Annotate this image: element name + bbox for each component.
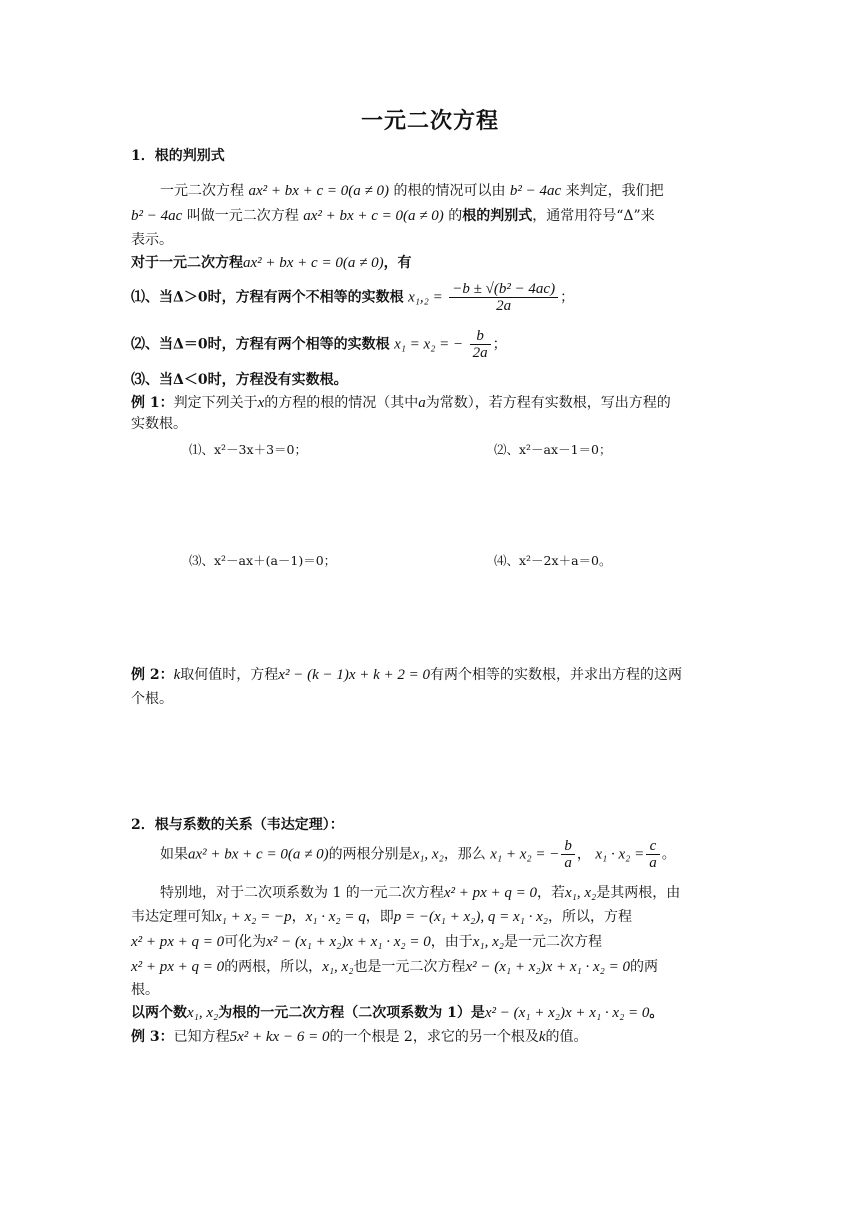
equation: x₁ + x₂ = − <box>490 846 560 863</box>
example-1-item: ⑶、x²－ax＋(a－1)＝0； <box>189 553 337 568</box>
equation: x₁, x₂ <box>187 1005 219 1021</box>
text: 韦达定理可知 <box>131 909 215 925</box>
variable: k <box>538 1029 546 1045</box>
product-fraction <box>646 838 660 871</box>
text: 对于一元二次方程 <box>131 255 243 271</box>
equation: ax² + bx + c = 0(a ≠ 0) <box>188 846 329 863</box>
equation: x₁, x₂ <box>565 885 597 901</box>
numerator: b <box>561 838 575 855</box>
text: 判定下列关于 <box>173 395 258 411</box>
text: 以两个数 <box>131 1005 187 1021</box>
text: ； <box>492 336 507 353</box>
paragraph-line: 根。 <box>131 982 159 998</box>
paragraph-line <box>160 181 664 201</box>
text: ，所以，方程 <box>547 909 632 925</box>
text: 的两 <box>629 959 658 975</box>
example-1-prompt <box>131 393 671 413</box>
paragraph-line <box>160 883 680 903</box>
text: 取何值时，方程 <box>180 667 279 683</box>
text: 一元二次方程 <box>160 183 244 199</box>
equation: x² − (x₁ + x₂)x + x₁ · x₂ = 0 <box>465 959 630 975</box>
case-3: ⑶、当Δ＜0时，方程没有实数根。 <box>131 372 348 388</box>
text: 为根的一元二次方程（二次项系数为 1）是 <box>218 1005 485 1021</box>
text: 已知方程 <box>173 1029 230 1045</box>
text: ， <box>291 909 306 925</box>
numerator: c <box>646 838 660 855</box>
denominator: 2a <box>472 345 488 361</box>
bold-term: 根的判别式 <box>462 208 533 224</box>
paragraph-line <box>131 206 655 226</box>
example-1-prompt-cont: 实数根。 <box>131 416 187 432</box>
text: ，由于 <box>430 934 473 950</box>
text: 是一元二次方程 <box>503 934 602 950</box>
text: ⑵、当Δ＝0时，方程有两个相等的实数根 <box>131 336 390 353</box>
variable: x <box>257 395 265 411</box>
text: 有两个相等的实数根，并求出方程的这两 <box>430 667 683 683</box>
equation: x₁, x₂ <box>412 846 444 863</box>
example-label: 例 3： <box>131 1029 174 1045</box>
denominator: 2a <box>496 298 512 314</box>
equation: x² + px + q = 0 <box>443 885 537 901</box>
example-2-prompt <box>131 665 682 685</box>
variable: k <box>173 667 181 683</box>
text: 叫做一元二次方程 <box>186 208 299 224</box>
text: 的 <box>448 208 463 224</box>
text: 。 <box>661 846 676 863</box>
example-3-prompt <box>131 1027 588 1047</box>
text: 如果 <box>160 846 188 863</box>
text: ⑴、当Δ＞0时，方程有两个不相等的实数根 <box>131 289 404 306</box>
paragraph-line <box>131 932 602 952</box>
equation: b² − 4ac <box>509 183 562 199</box>
paragraph-line <box>131 253 412 273</box>
example-1-item: ⑴、x²－3x＋3＝0； <box>189 442 307 457</box>
example-2-prompt-cont: 个根。 <box>131 691 173 707</box>
equation: x₁ = x₂ = − <box>394 336 464 353</box>
example-label: 例 2： <box>131 667 174 683</box>
paragraph-line: 表示。 <box>131 232 173 248</box>
case-2 <box>131 328 507 361</box>
section-heading-discriminant: 1．根的判别式 <box>131 148 225 164</box>
equation: x² − (k − 1)x + k + 2 = 0 <box>278 667 431 683</box>
root-formula <box>449 281 558 314</box>
text: 的一个根是 2，求它的另一个根及 <box>329 1029 539 1045</box>
equation: x² − (x₁ + x₂)x + x₁ · x₂ = 0 <box>484 1005 650 1021</box>
paragraph-line <box>160 838 676 871</box>
text: 的方程的根的情况（其中 <box>264 395 419 411</box>
text: ， <box>576 846 591 863</box>
equation: x₁,₂ = <box>408 289 443 306</box>
text: ，若 <box>537 885 565 901</box>
text: ，有 <box>383 255 412 271</box>
text: 的根的情况可以由 <box>393 183 506 199</box>
text: ，通常用符号“Δ”来 <box>532 208 655 224</box>
variable: a <box>418 395 426 411</box>
equation: ax² + bx + c = 0(a ≠ 0) <box>243 255 384 271</box>
text: ； <box>560 289 575 306</box>
equation: ax² + bx + c = 0(a ≠ 0) <box>248 183 390 199</box>
equation: x₁ · x₂ = q <box>305 909 366 925</box>
text: 特别地，对于二次项系数为 1 的一元二次方程 <box>160 885 444 901</box>
page-title: 一元二次方程 <box>360 109 499 134</box>
case-1 <box>131 281 574 314</box>
example-1-item: ⑵、x²－ax－1＝0； <box>494 442 612 457</box>
numerator: −b ± √(b² − 4ac) <box>449 281 558 298</box>
paragraph-line <box>131 907 632 927</box>
text: 的两根分别是 <box>328 846 413 863</box>
sum-fraction <box>561 838 575 871</box>
section-heading-vieta: 2．根与系数的关系（韦达定理）： <box>131 817 344 833</box>
denominator: a <box>564 855 572 871</box>
equation: ax² + bx + c = 0(a ≠ 0) <box>303 208 444 224</box>
equation: x₁ · x₂ = <box>595 846 645 863</box>
example-label: 例 1： <box>131 395 174 411</box>
text: ，那么 <box>443 846 486 863</box>
text: 。 <box>649 1005 664 1021</box>
equation: x² + px + q = 0 <box>131 934 225 950</box>
equation: x₁ + x₂ = −p <box>215 909 292 925</box>
equation: x₁, x₂ <box>472 934 504 950</box>
equation: 5x² + kx − 6 = 0 <box>229 1029 330 1045</box>
equation: p = −(x₁ + x₂), q = x₁ · x₂ <box>393 909 548 925</box>
text: 可化为 <box>224 934 267 950</box>
equation: x₁, x₂ <box>322 959 354 975</box>
example-1-item: ⑷、x²－2x＋a＝0。 <box>494 553 612 568</box>
numerator: b <box>470 328 491 345</box>
text: 的值。 <box>545 1029 588 1045</box>
vieta-conclusion <box>131 1003 663 1023</box>
text: 也是一元二次方程 <box>353 959 466 975</box>
equation: x² + px + q = 0 <box>131 959 225 975</box>
text: 为常数），若方程有实数根，写出方程的 <box>425 395 671 411</box>
equation: x² − (x₁ + x₂)x + x₁ · x₂ = 0 <box>266 934 431 950</box>
text: 是其两根，由 <box>596 885 681 901</box>
text: 的两根，所以， <box>224 959 323 975</box>
text: ，即 <box>365 909 394 925</box>
paragraph-line <box>131 957 658 977</box>
denominator: a <box>649 855 657 871</box>
text: 来判定，我们把 <box>565 183 664 199</box>
equation: b² − 4ac <box>131 208 183 224</box>
double-root-formula <box>470 328 491 361</box>
